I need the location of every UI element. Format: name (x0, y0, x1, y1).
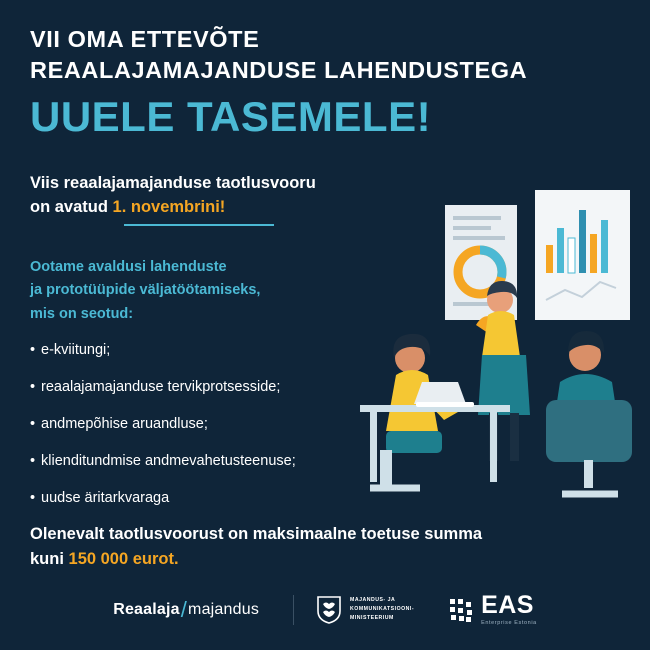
list-item: • e-kviitungi; (30, 340, 410, 361)
headline-block (30, 24, 610, 141)
list-item: • uudse äritarkvaraga (30, 488, 410, 509)
funding-prefix: kuni (30, 549, 64, 568)
eas-mark-icon (448, 597, 474, 623)
eas-logo (448, 593, 537, 626)
intro-line-3: mis on seotud: (30, 305, 134, 322)
eas-subtitle: Enterprise Estonia (481, 620, 537, 626)
ministry-line-2: KOMMUNIKATSIOONI- (350, 605, 415, 612)
intro-line-1: Ootame avaldusi lahenduste (30, 259, 227, 275)
funding-note (30, 522, 610, 572)
headline-line-3: UUELE TASEMELE! (30, 92, 432, 140)
intro-line-2: ja prototüüpide väljatöötamiseks, (30, 282, 261, 299)
intro-block (30, 256, 390, 326)
ministry-logo (293, 595, 414, 625)
logo-reaalaja-text: Reaalaja (113, 600, 180, 618)
eas-word-text: EAS (481, 591, 534, 619)
ministry-name (350, 596, 414, 623)
reaalajamajandus-logo (113, 597, 259, 623)
subheadline-line-2 (30, 196, 410, 220)
headline-line-2: REAALAJAMAJANDUSE LAHENDUSTEGA (30, 57, 528, 84)
logo-bar (0, 593, 650, 626)
subheadline-line-1: Viis reaalajamajanduse taotlusvooru (30, 174, 316, 192)
funding-note-line-2 (30, 547, 610, 572)
deadline-text: 1. novembrini! (112, 197, 226, 216)
list-item: • reaalajamajanduse tervikprotsesside; (30, 377, 410, 398)
list-item: • klienditundmise andmevahetusteenuse; (30, 451, 410, 472)
eas-wordmark (481, 593, 537, 626)
logo-slash: / (180, 596, 188, 622)
funding-amount: 150 000 eurot. (68, 549, 179, 568)
ministry-line-1: MAJANDUS- JA (350, 596, 396, 603)
list-item: • andmepõhise aruandluse; (30, 414, 410, 435)
subheadline-prefix: on avatud (30, 197, 108, 216)
logo-majandus-text: majandus (188, 600, 260, 618)
headline-line-1: VII OMA ETTEVÕTE (30, 26, 260, 52)
bullet-list (30, 340, 410, 525)
funding-note-line-1: Olenevalt taotlusvoorust on maksimaalne toetuse summa (30, 525, 483, 543)
estonia-coat-of-arms-icon (316, 595, 342, 625)
subheadline-block (30, 172, 410, 220)
ministry-line-3: MINISTEERIUM (350, 615, 394, 622)
accent-underline (124, 224, 274, 226)
